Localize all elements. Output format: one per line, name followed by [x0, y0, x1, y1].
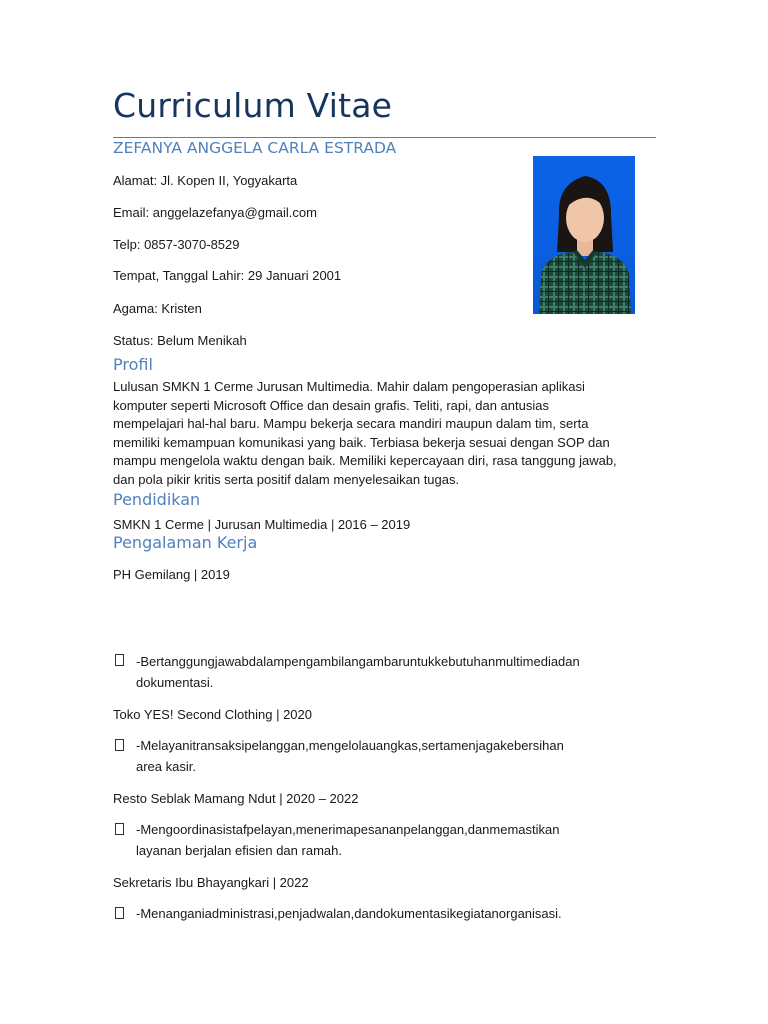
profile-heading: Profil — [113, 355, 153, 374]
job-title: Toko YES! Second Clothing | 2020 — [113, 707, 312, 722]
job-description: -Melayanitransaksipelanggan,mengelolauangkas,sertamenjagakebersihan area kasir. — [136, 738, 564, 774]
job-title: Sekretaris Ibu Bhayangkari | 2022 — [113, 875, 309, 890]
job-description: -Mengoordinasistafpelayan,menerimapesananpelanggan,danmemastikan layanan berjalan efisien dan ramah. — [136, 822, 560, 858]
birth-line: Tempat, Tanggal Lahir: 29 Januari 2001 — [113, 268, 342, 283]
marital-status-line: Status: Belum Menikah — [113, 333, 247, 348]
document-title: Curriculum Vitae — [113, 86, 393, 125]
email-line: Email: anggelazefanya@gmail.com — [113, 205, 317, 220]
phone-line: Telp: 0857-3070-8529 — [113, 237, 240, 252]
missing-glyph-bullet-icon — [115, 739, 124, 751]
missing-glyph-bullet-icon — [115, 823, 124, 835]
address-line: Alamat: Jl. Kopen II, Yogyakarta — [113, 173, 298, 188]
job-description: -Bertanggungjawabdalampengambilangambaruntukkebutuhanmultimediadan dokumentasi. — [136, 654, 580, 690]
experience-heading: Pengalaman Kerja — [113, 533, 258, 552]
education-entry: SMKN 1 Cerme | Jurusan Multimedia | 2016 – 2019 — [113, 517, 411, 532]
job-description: -Menanganiadministrasi,penjadwalan,dandokumentasikegiatanorganisasi. — [136, 906, 562, 921]
candidate-name: ZEFANYA ANGGELA CARLA ESTRADA — [113, 139, 397, 157]
profile-paragraph: Lulusan SMKN 1 Cerme Jurusan Multimedia. Mahir dalam pengoperasian aplikasi komputer seperti Microsoft Office dan desain grafis. Teliti, rapi, dan antusias mempelajari hal-hal baru. Mampu bekerja secara mandiri maupun dalam tim, serta memiliki kemampuan komunikasi yang baik. Terbiasa bekerja sesuai dengan SOP dan mampu mengelola waktu dengan baik. Memiliki kepercayaan diri, rasa tanggung jawab, dan pola pikir kritis serta positif dalam menyelesaikan tugas. — [113, 379, 617, 487]
missing-glyph-bullet-icon — [115, 654, 124, 666]
missing-glyph-bullet-icon — [115, 907, 124, 919]
religion-line: Agama: Kristen — [113, 301, 202, 316]
title-divider — [113, 137, 656, 138]
portrait-illustration — [533, 156, 635, 314]
job-title: PH Gemilang | 2019 — [113, 567, 230, 582]
education-heading: Pendidikan — [113, 490, 201, 509]
job-title: Resto Seblak Mamang Ndut | 2020 – 2022 — [113, 791, 359, 806]
profile-photo — [533, 156, 635, 314]
